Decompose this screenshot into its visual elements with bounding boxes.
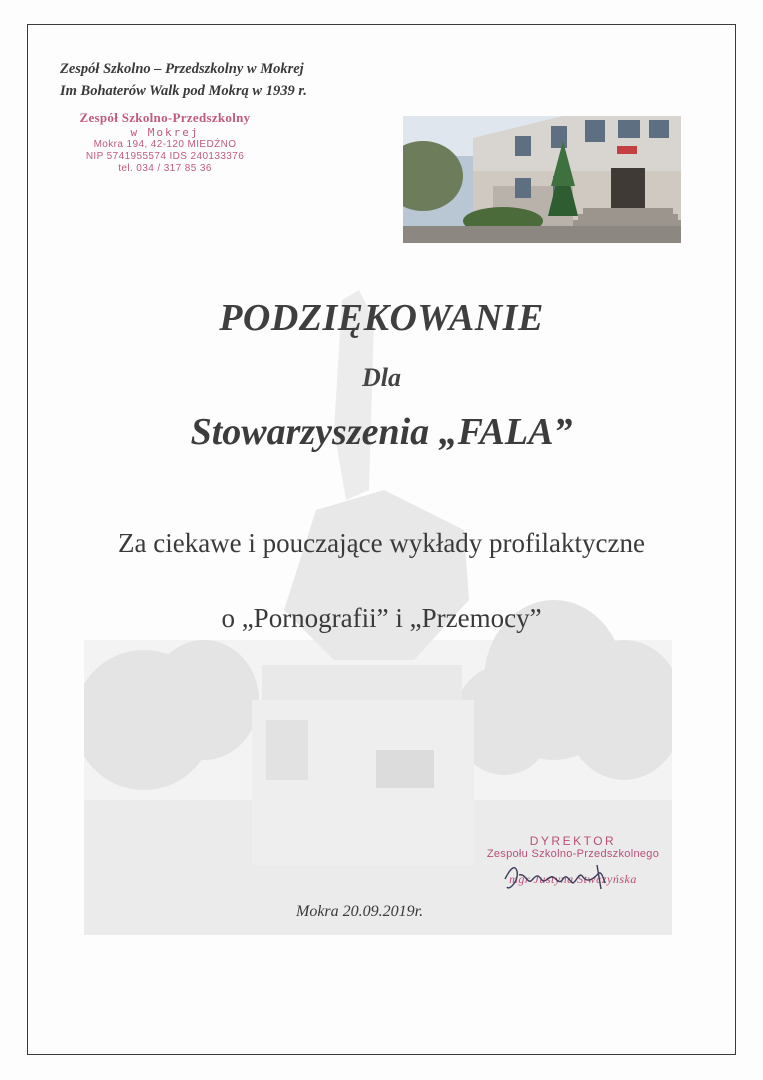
document-title: PODZIĘKOWANIE — [219, 297, 544, 339]
school-stamp — [70, 110, 260, 175]
director-school: Zespołu Szkolno-Przedszkolnego — [486, 848, 660, 860]
director-title: DYREKTOR — [529, 834, 617, 848]
reason-line-1: Za ciekawe i pouczające wykłady profilaktyczne — [118, 528, 645, 558]
reason-line-2: o „Pornografii” i „Przemocy” — [221, 603, 542, 633]
school-name: Zespół Szkolno – Przedszkolny w Mokrej — [60, 61, 304, 77]
school-header — [60, 58, 307, 102]
stamp-address: Mokra 194, 42-120 MIEDŹNO — [93, 139, 237, 150]
recipient-name: Stowarzyszenia „FALA” — [190, 411, 573, 453]
stamp-ids: NIP 5741955574 IDS 240133376 — [85, 151, 245, 162]
director-name: mgr Justyna Stwczyńska — [509, 872, 637, 886]
handwritten-signature — [497, 857, 627, 897]
school-building-photo — [403, 116, 681, 243]
stamp-place: w Mokrej — [130, 126, 200, 139]
stamp-name: Zespół Szkolno-Przedszkolny — [79, 110, 251, 125]
issue-date: Mokra 20.09.2019r. — [296, 903, 424, 920]
for-word: Dla — [362, 363, 401, 392]
stamp-phone: tel. 034 / 317 85 36 — [118, 163, 212, 174]
school-patron: Im Bohaterów Walk pod Mokrą w 1939 r. — [60, 83, 307, 99]
